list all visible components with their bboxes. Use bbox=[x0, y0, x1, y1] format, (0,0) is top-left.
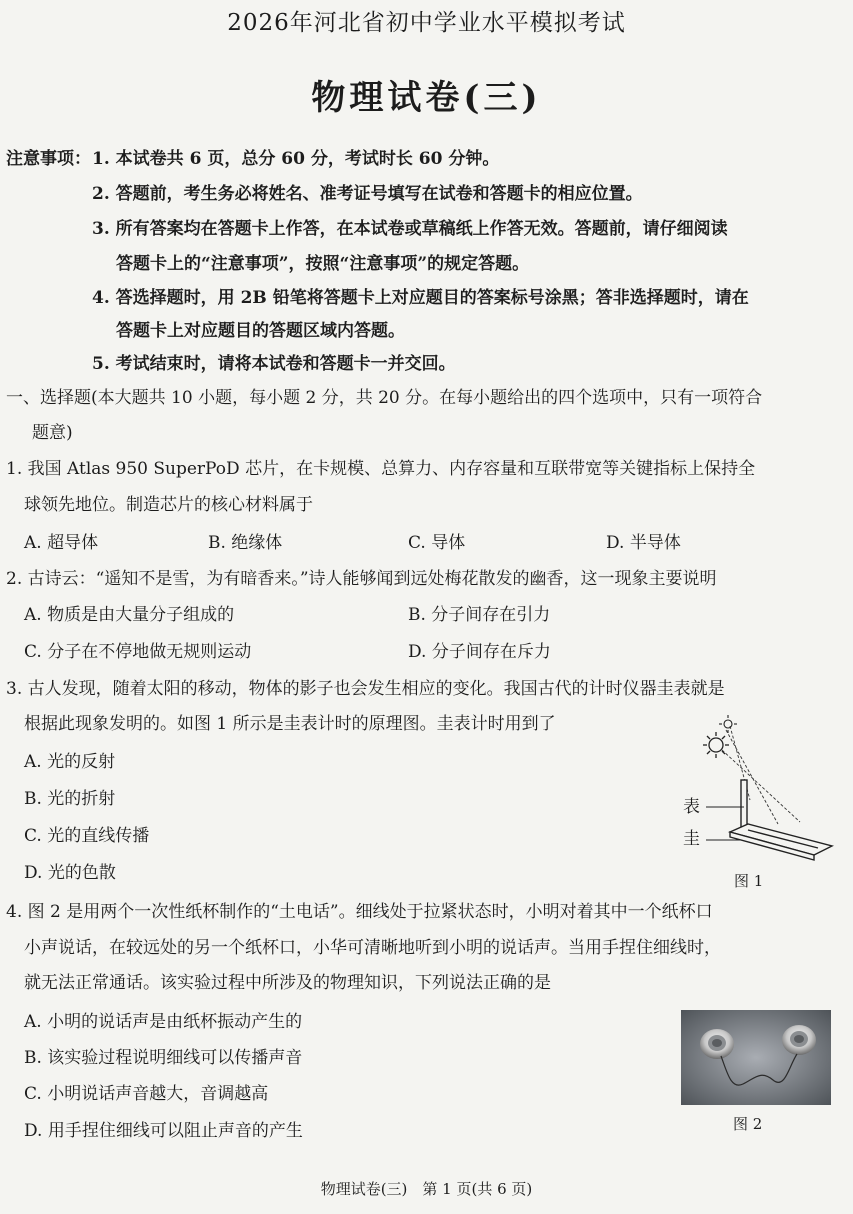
option-b: B. 绝缘体 bbox=[208, 533, 283, 553]
sun-small-icon bbox=[719, 715, 737, 733]
notice-item: 1. 本试卷共 6 页，总分 60 分，考试时长 60 分钟。 bbox=[92, 149, 500, 169]
notice-item: 5. 考试结束时，请将本试卷和答题卡一并交回。 bbox=[92, 354, 456, 374]
option-a: A. 超导体 bbox=[24, 533, 99, 553]
option-a: A. 光的反射 bbox=[24, 752, 116, 772]
option-d: D. 分子间存在斥力 bbox=[408, 642, 551, 662]
notice-item: 答题卡上的“注意事项”，按照“注意事项”的规定答题。 bbox=[116, 254, 530, 274]
leader-line bbox=[706, 805, 746, 809]
option-d: D. 光的色散 bbox=[24, 863, 116, 883]
option-c: C. 分子在不停地做无规则运动 bbox=[24, 642, 252, 662]
leader-line bbox=[706, 838, 746, 842]
option-b: B. 分子间存在引力 bbox=[408, 605, 551, 625]
figure-1-label-gui: 圭 bbox=[683, 829, 700, 849]
section-heading-line: 一、选择题(本大题共 10 小题，每小题 2 分，共 20 分。在每小题给出的四个选项中，只有一项符合 bbox=[6, 388, 763, 408]
option-a: A. 小明的说话声是由纸杯振动产生的 bbox=[24, 1012, 303, 1032]
figure-1-label-biao: 表 bbox=[683, 797, 700, 817]
option-b: B. 光的折射 bbox=[24, 789, 116, 809]
option-c: C. 光的直线传播 bbox=[24, 826, 150, 846]
question-stem: 小声说话，在较远处的另一个纸杯口，小华可清晰地听到小明的说话声。当用手捏住细线时， bbox=[24, 938, 721, 958]
notice-item: 2. 答题前，考生务必将姓名、准考证号填写在试卷和答题卡的相应位置。 bbox=[92, 184, 643, 204]
page-footer: 物理试卷(三) 第 1 页(共 6 页) bbox=[320, 1180, 533, 1198]
exam-title: 2026年河北省初中学业水平模拟考试 bbox=[227, 10, 626, 36]
question-stem: 根据此现象发明的。如图 1 所示是圭表计时的原理图。圭表计时用到了 bbox=[24, 714, 556, 734]
gnomon-base bbox=[730, 824, 832, 860]
sun-icon bbox=[703, 732, 729, 758]
paper-cup-left bbox=[700, 1029, 734, 1059]
figure-2-photo bbox=[681, 1010, 831, 1105]
question-stem: 4. 图 2 是用两个一次性纸杯制作的“土电话”。细线处于拉紧状态时，小明对着其中一个纸杯口 bbox=[6, 902, 713, 922]
notice-label: 注意事项： bbox=[6, 149, 91, 169]
section-heading-line: 题意) bbox=[32, 423, 73, 443]
figure-2-caption: 图 2 bbox=[733, 1115, 763, 1133]
notice-item: 4. 答选择题时，用 2B 铅笔将答题卡上对应题目的答案标号涂黑；答非选择题时，请在 bbox=[92, 288, 749, 308]
question-stem: 球领先地位。制造芯片的核心材料属于 bbox=[24, 495, 313, 515]
paper-cup-right bbox=[782, 1025, 816, 1055]
question-stem: 3. 古人发现，随着太阳的移动，物体的影子也会发生相应的变化。我国古代的计时仪器圭表就是 bbox=[6, 679, 725, 699]
option-c: C. 导体 bbox=[408, 533, 466, 553]
option-d: D. 半导体 bbox=[606, 533, 681, 553]
option-c: C. 小明说话声音越大，音调越高 bbox=[24, 1084, 269, 1104]
option-d: D. 用手捏住细线可以阻止声音的产生 bbox=[24, 1121, 303, 1141]
figure-1-caption: 图 1 bbox=[734, 872, 764, 890]
option-a: A. 物质是由大量分子组成的 bbox=[24, 605, 235, 625]
notice-item: 3. 所有答案均在答题卡上作答，在本试卷或草稿纸上作答无效。答题前，请仔细阅读 bbox=[92, 219, 728, 239]
question-stem: 就无法正常通话。该实验过程中所涉及的物理知识，下列说法正确的是 bbox=[24, 973, 551, 993]
question-stem: 2. 古诗云：“遥知不是雪，为有暗香来。”诗人能够闻到远处梅花散发的幽香，这一现象主要说明 bbox=[6, 569, 717, 589]
paper-title: 物理试卷(三) bbox=[311, 78, 542, 118]
question-stem: 1. 我国 Atlas 950 SuperPoD 芯片，在卡规模、总算力、内存容量和互联带宽等关键指标上保持全 bbox=[6, 459, 756, 479]
notice-item: 答题卡上对应题目的答题区域内答题。 bbox=[116, 321, 405, 341]
option-b: B. 该实验过程说明细线可以传播声音 bbox=[24, 1048, 303, 1068]
